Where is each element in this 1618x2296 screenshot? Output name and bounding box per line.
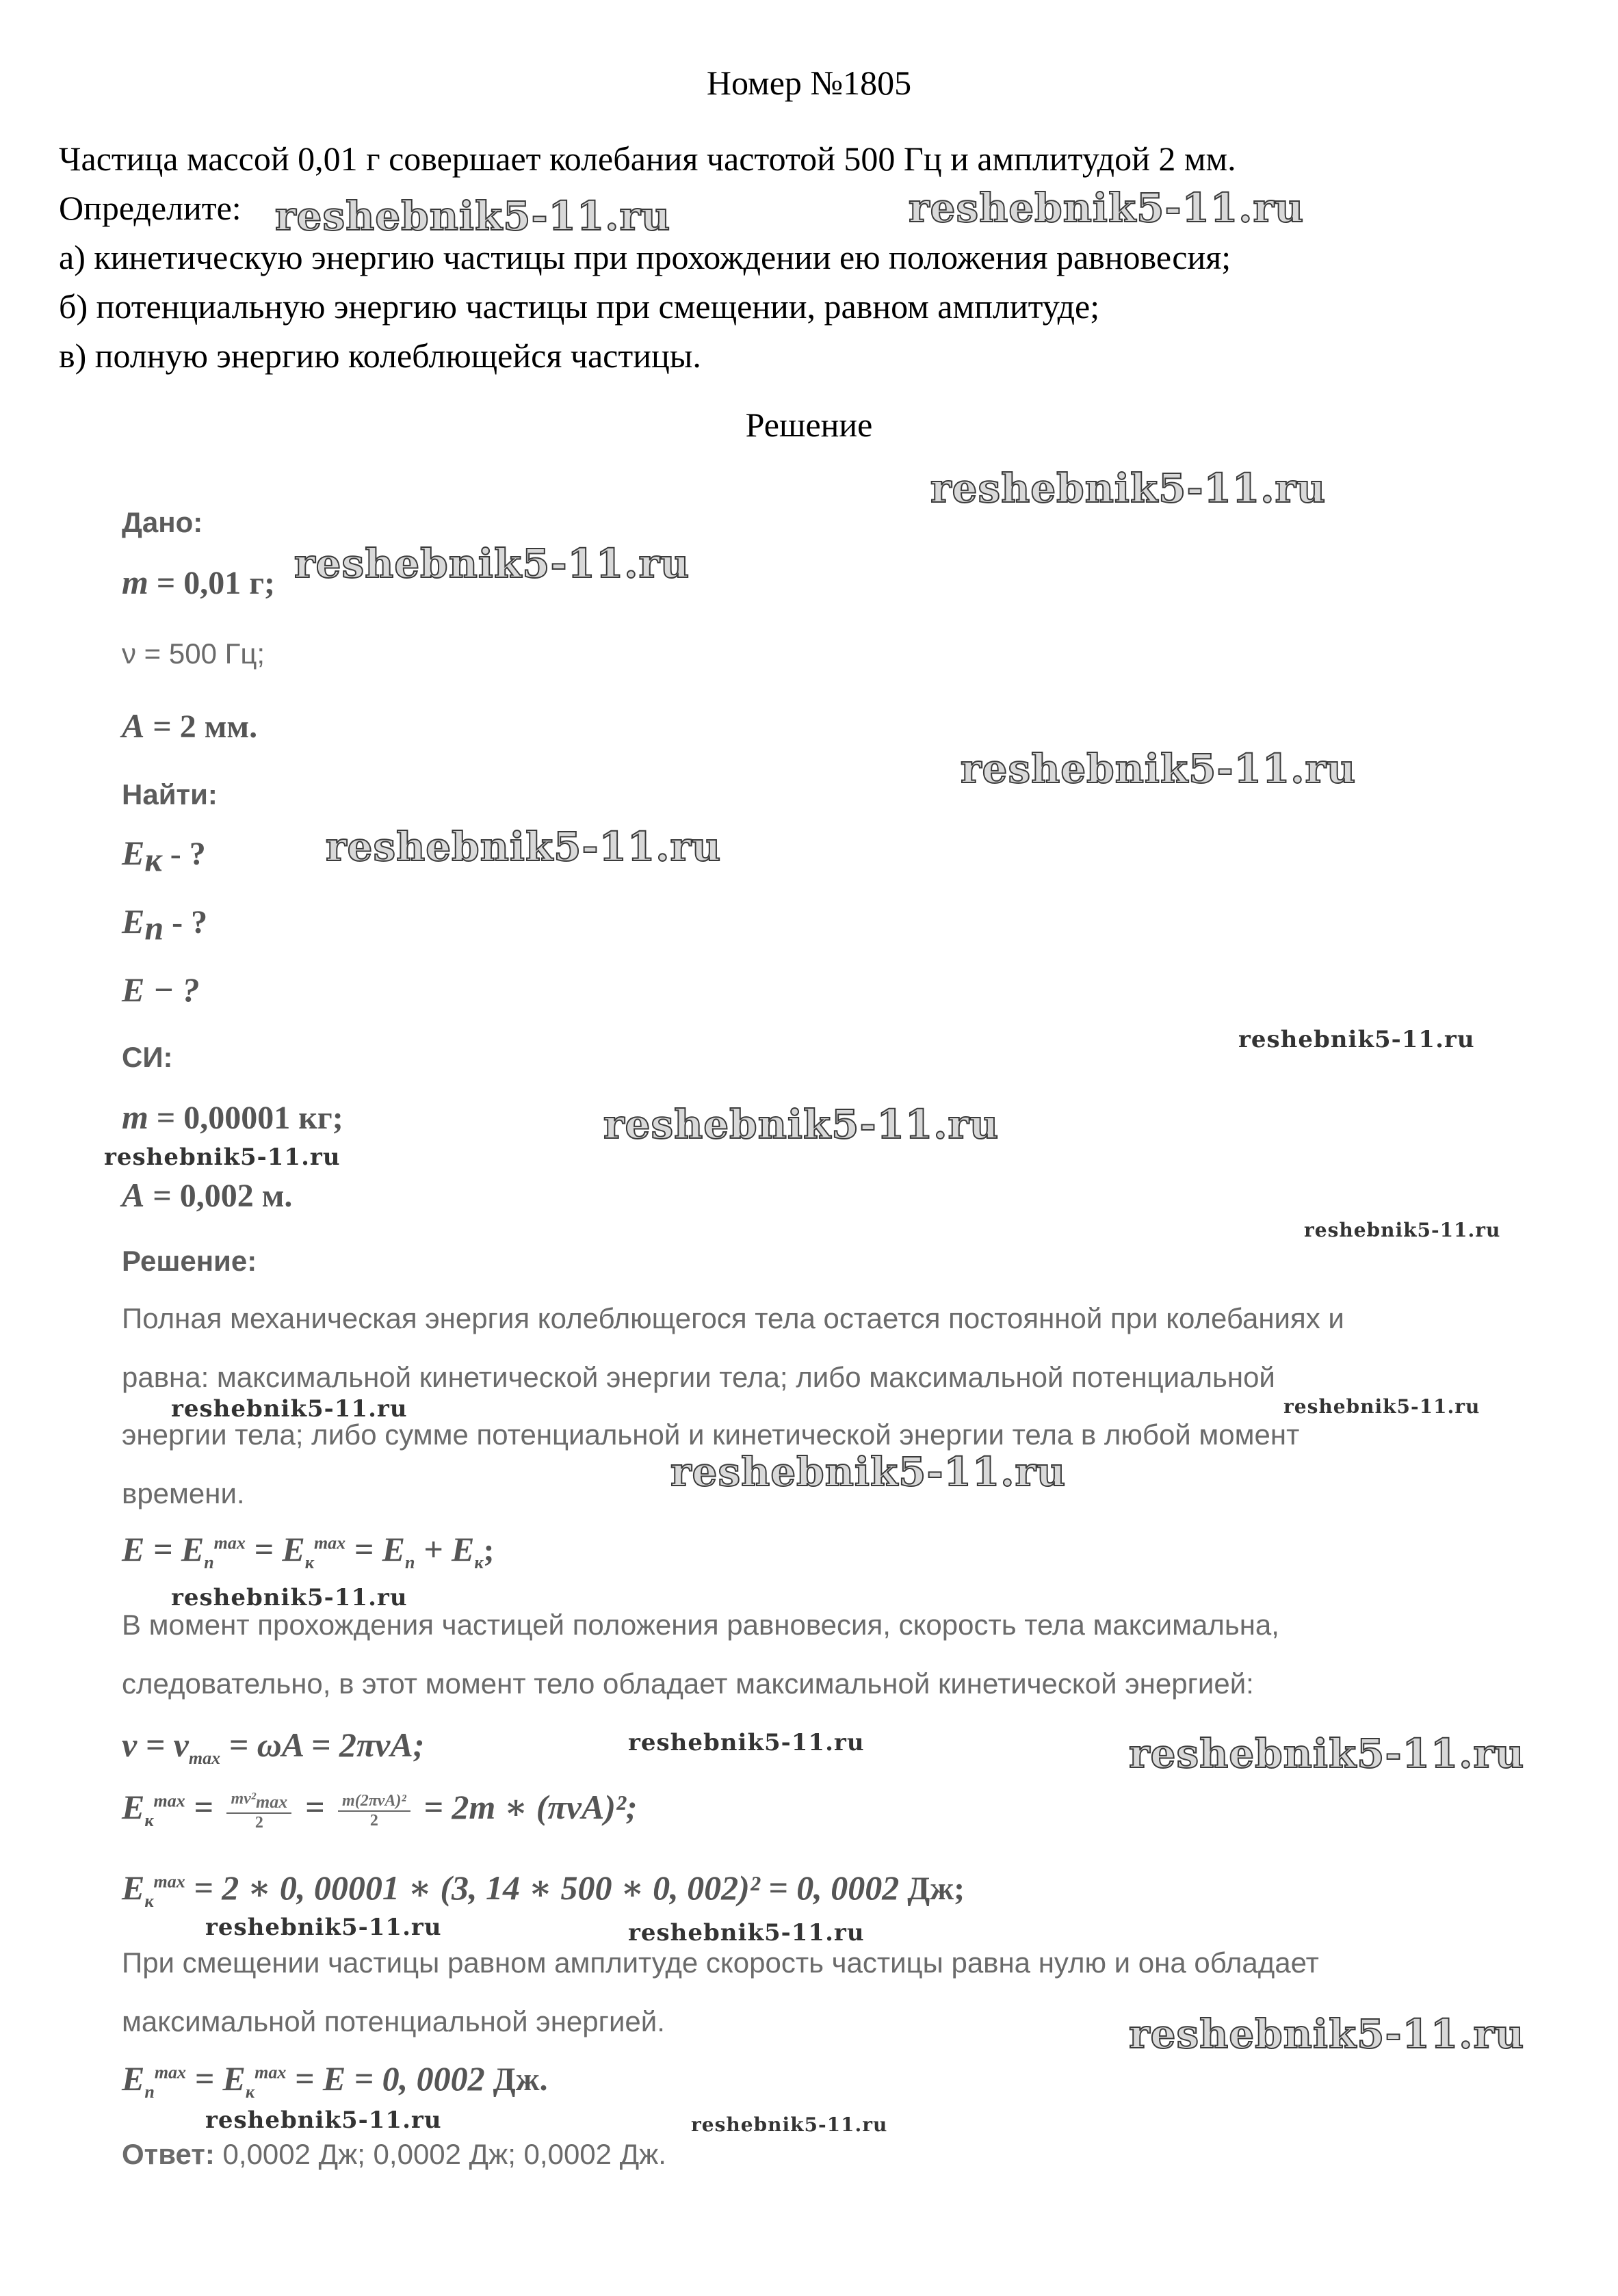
si-amplitude: A = 0,002 м. <box>122 1176 293 1214</box>
given-frequency: ν = 500 Гц; <box>122 637 265 670</box>
watermark: reshebnik5-11.ru <box>603 1101 1000 1148</box>
watermark: reshebnik5-11.ru <box>104 1144 341 1171</box>
watermark: reshebnik5-11.ru <box>1129 1730 1525 1777</box>
problem-line: а) кинетическую энергию частицы при прохождении ею положения равновесия; <box>59 238 1231 276</box>
watermark: reshebnik5-11.ru <box>205 1914 442 1941</box>
watermark: reshebnik5-11.ru <box>1304 1219 1501 1241</box>
given-amplitude: A = 2 мм. <box>122 707 258 745</box>
watermark: reshebnik5-11.ru <box>628 1919 865 1947</box>
page-title: Номер №1805 <box>706 64 912 102</box>
watermark: reshebnik5-11.ru <box>326 823 722 870</box>
watermark: reshebnik5-11.ru <box>1129 2011 1525 2057</box>
find-potential: $E_п$ - ? <box>122 902 208 947</box>
given-label: Дано: <box>122 506 203 538</box>
solution-text: энергии тела; либо сумме потенциальной и кинетической энергии тела в любой момент <box>122 1418 1300 1451</box>
find-total: E − ? <box>122 971 200 1009</box>
find-label: Найти: <box>122 778 218 810</box>
solution-text: В момент прохождения частицей положения равновесия, скорость тела максимальна, <box>122 1609 1279 1641</box>
watermark: reshebnik5-11.ru <box>171 1584 408 1611</box>
given-mass: m = 0,01 г; <box>122 563 276 601</box>
watermark: reshebnik5-11.ru <box>691 2113 888 2136</box>
formula-velocity: $v = v_{max} = \omega A = 2\pi\nu A$; <box>122 1726 425 1768</box>
find-kinetic: $E_к$ - ? <box>122 834 206 879</box>
solution-text: времени. <box>122 1477 245 1509</box>
problem-line: в) полную энергию колеблющейся частицы. <box>59 337 701 375</box>
si-mass: m = 0,00001 кг; <box>122 1098 343 1136</box>
watermark: reshebnik5-11.ru <box>205 2107 442 2134</box>
watermark: reshebnik5-11.ru <box>961 745 1357 792</box>
solution-text: При смещении частицы равном амплитуде скорость частицы равна нулю и она обладает <box>122 1947 1319 1979</box>
solution-heading: Решение <box>745 406 873 444</box>
problem-statement <box>59 134 1584 380</box>
answer: Ответ: 0,0002 Дж; 0,0002 Дж; 0,0002 Дж. <box>122 2138 666 2170</box>
watermark: reshebnik5-11.ru <box>1238 1026 1475 1053</box>
watermark: reshebnik5-11.ru <box>670 1449 1067 1495</box>
watermark: reshebnik5-11.ru <box>930 465 1327 512</box>
problem-line: Частица массой 0,01 г совершает колебания частотой 500 Гц и амплитудой 2 мм. <box>59 140 1236 178</box>
watermark: reshebnik5-11.ru <box>294 540 690 587</box>
watermark: reshebnik5-11.ru <box>275 193 671 239</box>
formula-kinetic-max: $E_к^{max}$ = $\frac{mv^2_{max}}{2}$ = $\frac{\text{m(2πνA)²}}{2}$ = 2m ∗ (πνA)²; <box>122 1788 638 1832</box>
solution-text: Полная механическая энергия колеблющегося тела остается постоянной при колебаниях и <box>122 1302 1344 1334</box>
watermark: reshebnik5-11.ru <box>1283 1395 1480 1418</box>
si-label: СИ: <box>122 1041 173 1073</box>
solution-text: максимальной потенциальной энергией. <box>122 2005 665 2037</box>
solution-label: Решение: <box>122 1245 257 1277</box>
watermark: reshebnik5-11.ru <box>628 1729 865 1756</box>
solution-text: равна: максимальной кинетической энергии тела; либо максимальной потенциальной <box>122 1361 1275 1393</box>
formula-potential-value: $E_п^{max} = E_к^{max} = E = 0$, 0002 Дж. <box>122 2059 548 2102</box>
watermark: reshebnik5-11.ru <box>909 185 1305 231</box>
formula-energy: $E = E_п^{max} = E_к^{max} = E_п + E_к$; <box>122 1530 495 1572</box>
solution-text: следовательно, в этот момент тело обладает максимальной кинетической энергией: <box>122 1667 1254 1700</box>
formula-kinetic-value: $E_к^{max} = 2$ ∗ 0, 00001 ∗ (3, 14 ∗ 500 ∗ 0, 002)² = 0, 0002 Дж; <box>122 1869 965 1911</box>
problem-line: Определите: <box>59 189 242 227</box>
watermark: reshebnik5-11.ru <box>171 1395 408 1423</box>
problem-line: б) потенциальную энергию частицы при смещении, равном амплитуде; <box>59 287 1100 326</box>
